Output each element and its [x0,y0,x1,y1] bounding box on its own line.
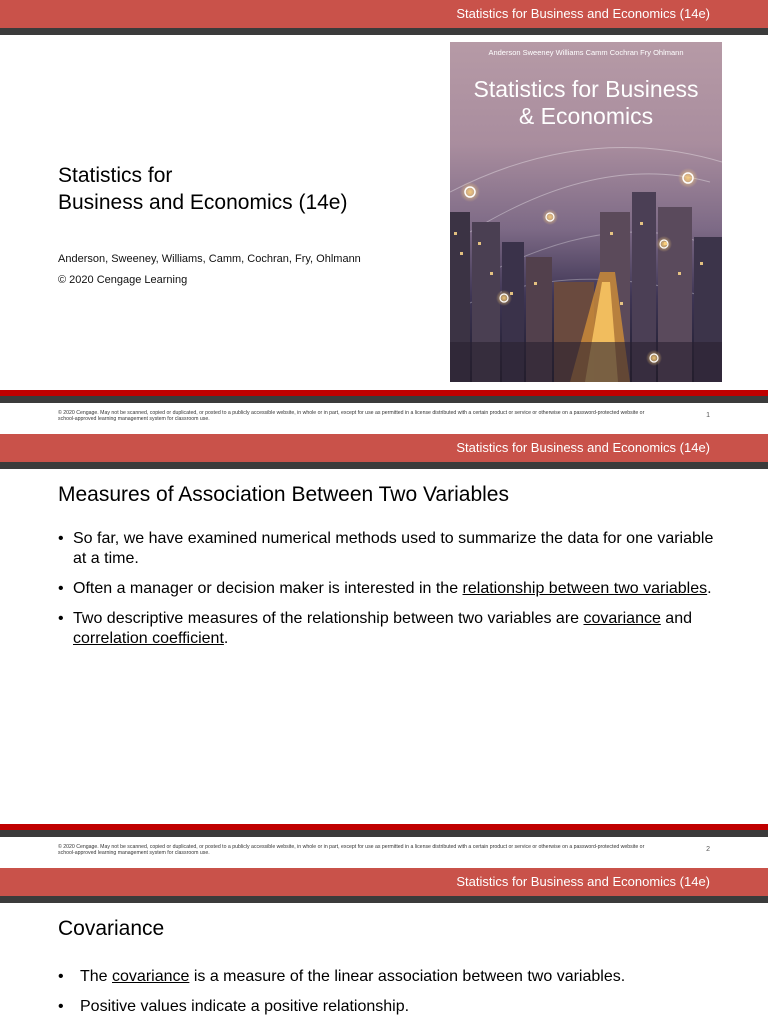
underlined-term: covariance [583,610,661,627]
book-cover-image [450,42,722,382]
slide-title: Covariance [58,917,165,940]
header-title: Statistics for Business and Economics (14e) [456,874,710,889]
footer-notice: © 2020 Cengage. May not be scanned, copied or duplicated, or posted to a publicly accessible website, in whole or in part, except for use as permitted in a license distributed with a certain product or service or otherwise on a password-protected website or school-approved learning management system for classroom use. [58,410,645,422]
bullet-text: Positive values indicate a positive relationship. [80,998,410,1015]
header-title: Statistics for Business and Economics (14e) [456,440,710,455]
slide-meta [58,249,361,291]
underlined-term: correlation coefficient [73,630,224,647]
slide-header-bar [0,0,768,28]
list-item [58,609,718,649]
slide-header-bar [0,434,768,462]
list-item [58,529,718,569]
bullet-text: Two descriptive measures of the relationship between two variables are [73,610,584,627]
bullet-text: . [223,630,229,647]
bullet-text: is a measure of the linear association between two variables. [189,968,626,985]
bullet-text: . [707,580,712,597]
bullet-text: and [660,610,692,627]
footer-notice: © 2020 Cengage. May not be scanned, copied or duplicated, or posted to a publicly accessible website, in whole or in part, except for use as permitted in a license distributed with a certain product or service or otherwise on a password-protected website or school-approved learning management system for classroom use. [58,844,645,856]
list-item [58,579,718,599]
slide-title [58,162,347,216]
cover-title-line-1: Statistics for Business [473,76,699,102]
header-title: Statistics for Business and Economics (14e) [456,6,710,21]
slide-2 [0,434,768,868]
cover-title-line-2: & Economics [518,103,654,129]
footer-dark-line [0,396,768,403]
bullet-list [58,529,718,659]
copyright-text: © 2020 Cengage Learning [58,274,188,286]
cover-title [450,76,722,130]
underlined-term: relationship between two variables [462,580,708,597]
slide-header-bar [0,868,768,896]
slide-1 [0,0,768,434]
title-line-1: Statistics for [58,164,173,187]
page-number: 1 [706,412,710,419]
authors-text: Anderson, Sweeney, Williams, Camm, Cochran, Fry, Ohlmann [58,253,361,265]
page-number: 2 [706,846,710,853]
bullet-text: So far, we have examined numerical methods used to summarize the data for one variable at a time. [73,530,714,567]
header-divider [0,462,768,469]
list-item [58,997,718,1017]
header-divider [0,896,768,903]
title-line-2: Business and Economics (14e) [58,191,348,214]
footer-dark-line [0,830,768,837]
cover-authors: Anderson Sweeney Williams Camm Cochran Fry Ohlmann [488,48,684,57]
list-item [58,967,718,987]
header-divider [0,28,768,35]
bullet-list [58,967,718,1024]
underlined-term: covariance [112,968,190,985]
bullet-text: The [80,968,113,985]
bullet-text: Often a manager or decision maker is interested in the [73,580,463,597]
slide-3 [0,868,768,1024]
slide-title: Measures of Association Between Two Variables [58,483,509,506]
